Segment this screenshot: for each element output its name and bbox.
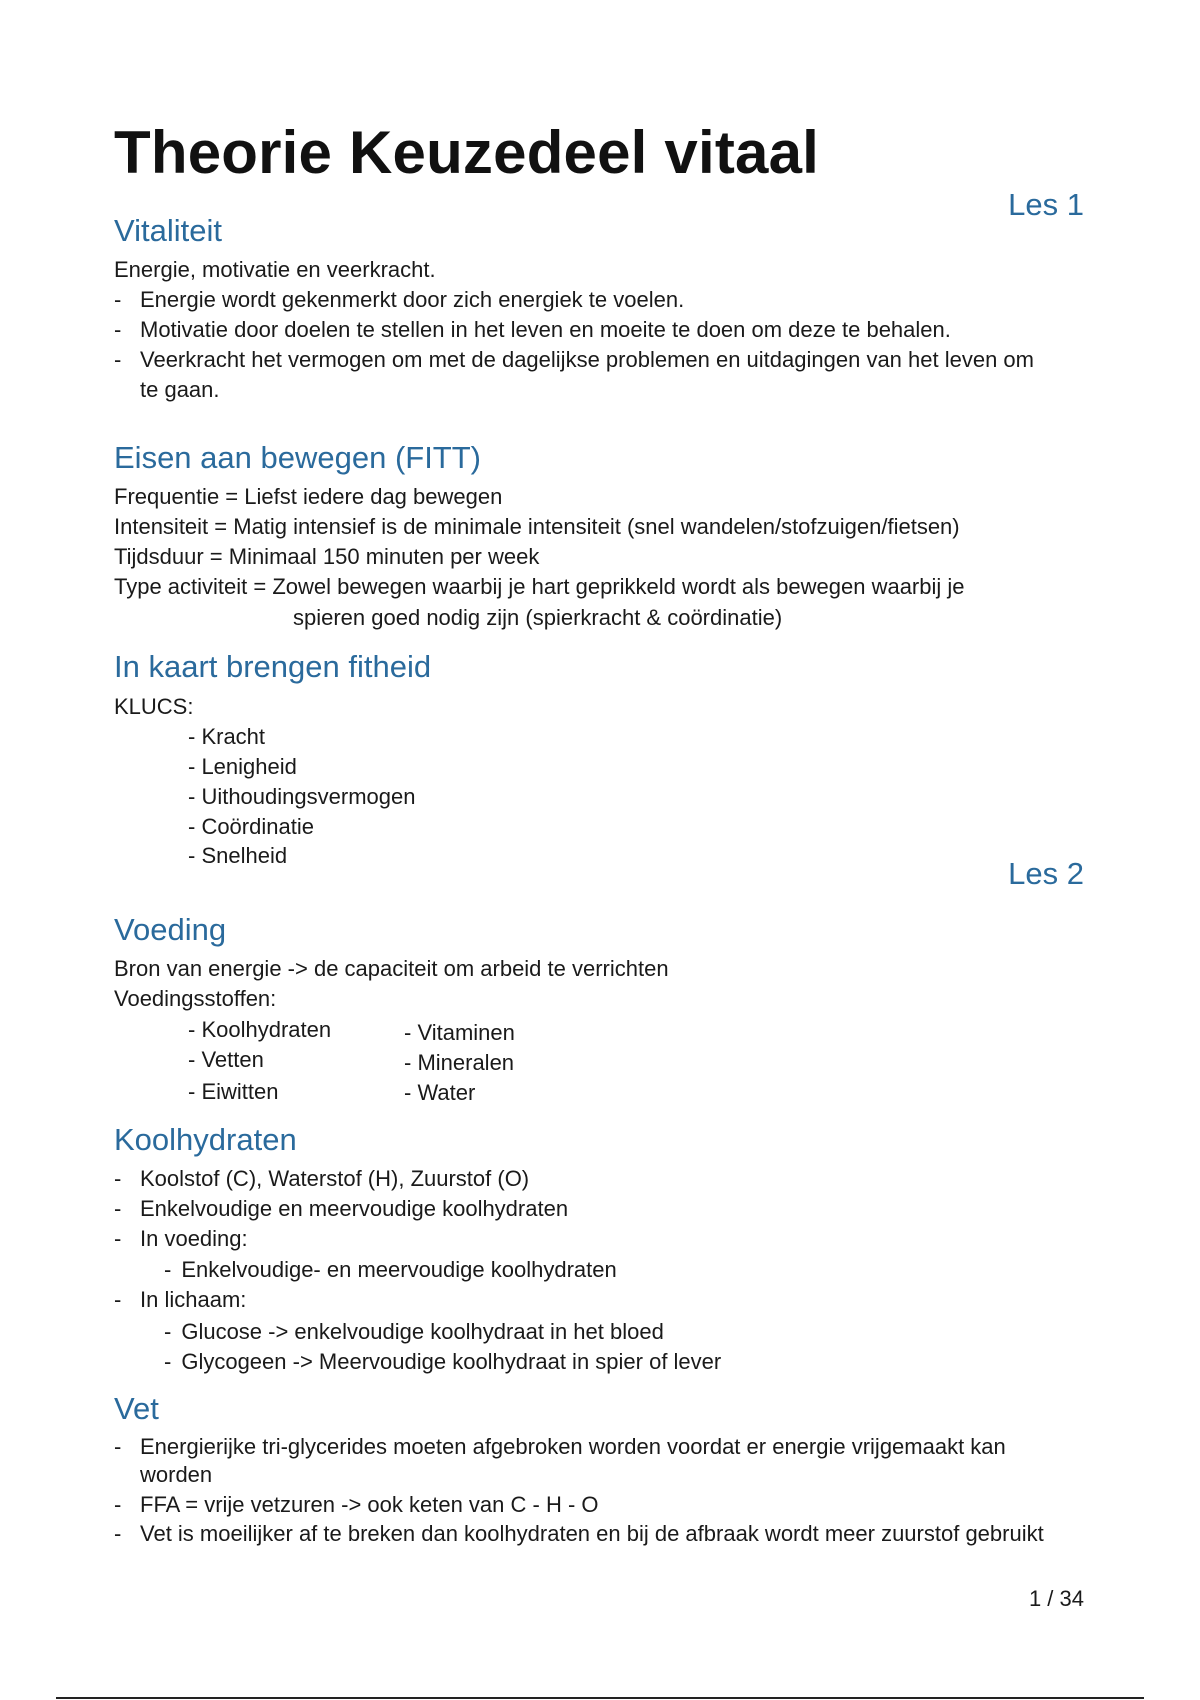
fitt-frequentie: Frequentie = Liefst iedere dag bewegen [114,484,503,509]
klucs-label: KLUCS: [114,694,194,719]
heading-fitheid: In kaart brengen fitheid [114,649,432,684]
bottom-divider [56,1697,1144,1699]
klucs-item: - Snelheid [188,843,288,868]
vet-bullet-3: - Vet is moeilijker af te breken dan koolhydraten en bij de afbraak wordt meer zuurstof gebruikt [114,1521,1044,1546]
voedingsstof-item: - Mineralen [404,1050,515,1075]
page-title: Theorie Keuzedeel vitaal [114,119,820,186]
klucs-item: - Uithoudingsvermogen [188,784,416,809]
heading-vitaliteit: Vitaliteit [114,213,222,248]
fitt-type-activiteit-cont: spieren goed nodig zijn (spierkracht & coördinatie) [293,605,783,630]
voedingsstof-item: - Vitaminen [404,1020,515,1045]
vet-bullet-1: - Energierijke tri-glycerides moeten afgebroken worden voordat er energie vrijgemaakt kan worden [114,1434,1006,1487]
vitaliteit-bullet-1: - Energie wordt gekenmerkt door zich energiek te voelen. [114,287,685,312]
voedingsstof-item: - Water [404,1080,476,1105]
klucs-item: - Kracht [188,724,266,749]
voeding-line-1: Bron van energie -> de capaciteit om arbeid te verrichten [114,956,669,981]
koolhydraten-sub-bullet: - Glucose -> enkelvoudige koolhydraat in het bloed [164,1319,664,1344]
klucs-item: - Lenigheid [188,754,297,779]
lesson-marker-1: Les 1 [1008,187,1084,222]
voedingsstof-item: - Eiwitten [188,1079,279,1104]
heading-vet: Vet [114,1391,159,1426]
heading-voeding: Voeding [114,912,227,947]
heading-fitt: Eisen aan bewegen (FITT) [114,440,482,475]
vitaliteit-bullet-2: - Motivatie door doelen te stellen in het leven en moeite te doen om deze te behalen. [114,317,951,342]
fitt-type-activiteit: Type activiteit = Zowel bewegen waarbij je hart geprikkeld wordt als bewegen waarbij je [114,574,965,599]
koolhydraten-sub-bullet: - Glycogeen -> Meervoudige koolhydraat in spier of lever [164,1349,722,1374]
koolhydraten-sub-bullet: - Enkelvoudige- en meervoudige koolhydraten [164,1257,617,1282]
vitaliteit-bullet-3: - Veerkracht het vermogen om met de dagelijkse problemen en uitdagingen van het leven om te gaan. [114,347,1034,402]
heading-koolhydraten: Koolhydraten [114,1122,297,1157]
koolhydraten-bullet: - In voeding: [114,1226,248,1251]
vet-bullet-2: - FFA = vrije vetzuren -> ook keten van C - H - O [114,1492,599,1517]
fitt-intensiteit: Intensiteit = Matig intensief is de minimale intensiteit (snel wandelen/stofzuigen/fietsen) [114,514,960,539]
lesson-marker-2: Les 2 [1008,856,1084,891]
voedingsstof-item: - Koolhydraten [188,1017,332,1042]
vitaliteit-intro: Energie, motivatie en veerkracht. [114,257,436,282]
fitt-tijdsduur: Tijdsduur = Minimaal 150 minuten per week [114,544,540,569]
klucs-item: - Coördinatie [188,814,314,839]
voedingsstof-item: - Vetten [188,1047,264,1072]
voeding-line-2: Voedingsstoffen: [114,986,277,1011]
koolhydraten-bullet: - Koolstof (C), Waterstof (H), Zuurstof (O) [114,1166,530,1191]
page-number: 1 / 34 [1028,1586,1084,1611]
koolhydraten-bullet: - Enkelvoudige en meervoudige koolhydraten [114,1196,569,1221]
koolhydraten-bullet: - In lichaam: [114,1287,247,1312]
